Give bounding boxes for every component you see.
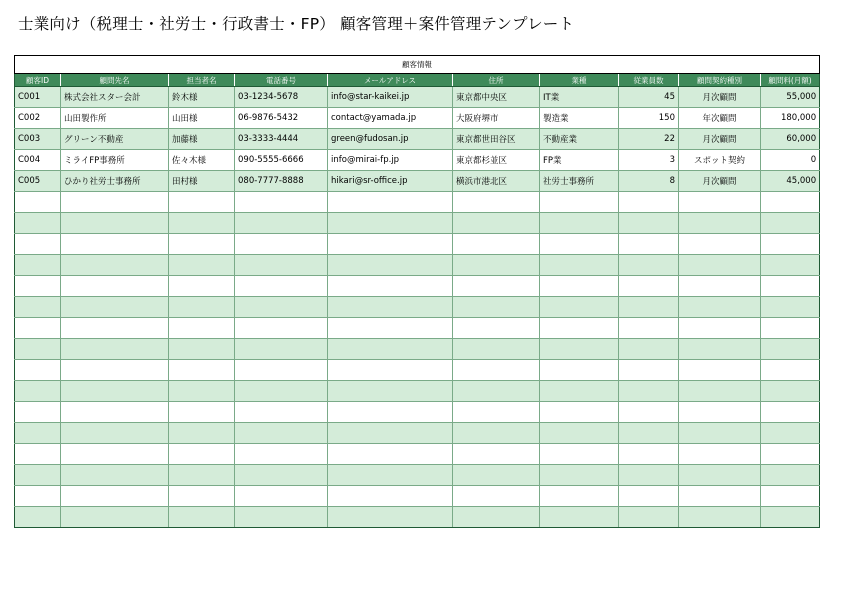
cell-employees[interactable] [619,381,679,402]
cell-contact-person[interactable]: 加藤様 [169,129,235,150]
cell-phone[interactable] [235,360,328,381]
cell-phone[interactable] [235,486,328,507]
cell-customer-id[interactable] [15,318,61,339]
cell-monthly-fee[interactable] [761,402,820,423]
cell-contact-person[interactable] [169,339,235,360]
cell-phone[interactable]: 090-5555-6666 [235,150,328,171]
cell-monthly-fee[interactable]: 0 [761,150,820,171]
cell-address[interactable] [453,276,540,297]
cell-contract-type[interactable]: 月次顧問 [679,171,761,192]
cell-phone[interactable] [235,402,328,423]
cell-email[interactable] [328,465,453,486]
cell-customer-id[interactable] [15,381,61,402]
cell-monthly-fee[interactable] [761,213,820,234]
cell-address[interactable] [453,339,540,360]
cell-industry[interactable] [540,255,619,276]
cell-client-name[interactable] [61,213,169,234]
cell-address[interactable]: 大阪府堺市 [453,108,540,129]
cell-industry[interactable] [540,444,619,465]
cell-email[interactable] [328,360,453,381]
cell-email[interactable]: contact@yamada.jp [328,108,453,129]
cell-contact-person[interactable]: 山田様 [169,108,235,129]
cell-contract-type[interactable] [679,402,761,423]
cell-client-name[interactable] [61,423,169,444]
cell-employees[interactable]: 8 [619,171,679,192]
cell-industry[interactable] [540,276,619,297]
cell-email[interactable] [328,381,453,402]
cell-phone[interactable] [235,234,328,255]
empty-table-row [15,297,820,318]
cell-client-name[interactable]: ひかり社労士事務所 [61,171,169,192]
cell-employees[interactable] [619,507,679,528]
cell-contact-person[interactable] [169,486,235,507]
cell-monthly-fee[interactable] [761,318,820,339]
cell-address[interactable] [453,192,540,213]
cell-customer-id[interactable] [15,486,61,507]
cell-address[interactable] [453,213,540,234]
empty-table-row [15,402,820,423]
cell-employees[interactable] [619,465,679,486]
cell-employees[interactable]: 22 [619,129,679,150]
cell-employees[interactable]: 45 [619,87,679,108]
cell-industry[interactable] [540,192,619,213]
empty-table-row [15,255,820,276]
cell-phone[interactable]: 03-3333-4444 [235,129,328,150]
cell-client-name[interactable]: 山田製作所 [61,108,169,129]
cell-employees[interactable] [619,318,679,339]
column-header-email[interactable]: メールアドレス [328,74,453,87]
cell-customer-id[interactable]: C002 [15,108,61,129]
empty-table-row [15,339,820,360]
cell-monthly-fee[interactable] [761,507,820,528]
cell-address[interactable] [453,444,540,465]
cell-address[interactable] [453,486,540,507]
cell-contract-type[interactable] [679,192,761,213]
section-row [15,56,820,74]
cell-contract-type[interactable] [679,213,761,234]
cell-address[interactable] [453,318,540,339]
cell-customer-id[interactable] [15,297,61,318]
cell-email[interactable] [328,339,453,360]
cell-industry[interactable] [540,360,619,381]
cell-contract-type[interactable] [679,297,761,318]
cell-client-name[interactable] [61,360,169,381]
cell-customer-id[interactable] [15,192,61,213]
cell-client-name[interactable]: グリーン不動産 [61,129,169,150]
cell-customer-id[interactable] [15,465,61,486]
cell-phone[interactable] [235,507,328,528]
empty-table-row [15,465,820,486]
cell-email[interactable] [328,402,453,423]
cell-employees[interactable] [619,276,679,297]
cell-employees[interactable] [619,360,679,381]
cell-employees[interactable] [619,297,679,318]
cell-employees[interactable]: 150 [619,108,679,129]
cell-employees[interactable] [619,486,679,507]
cell-address[interactable]: 東京都中央区 [453,87,540,108]
empty-table-row [15,381,820,402]
cell-monthly-fee[interactable]: 180,000 [761,108,820,129]
cell-industry[interactable]: 不動産業 [540,129,619,150]
cell-client-name[interactable] [61,318,169,339]
cell-email[interactable]: info@star-kaikei.jp [328,87,453,108]
empty-table-row [15,213,820,234]
cell-address[interactable] [453,381,540,402]
cell-contact-person[interactable] [169,213,235,234]
cell-email[interactable] [328,423,453,444]
cell-employees[interactable] [619,423,679,444]
cell-contract-type[interactable]: スポット契約 [679,150,761,171]
cell-customer-id[interactable] [15,276,61,297]
table-row [15,87,820,108]
empty-table-row [15,318,820,339]
section-title[interactable]: 顧客情報 [15,56,820,74]
cell-customer-id[interactable] [15,402,61,423]
cell-monthly-fee[interactable] [761,255,820,276]
cell-customer-id[interactable]: C003 [15,129,61,150]
cell-employees[interactable] [619,255,679,276]
cell-address[interactable] [453,423,540,444]
cell-customer-id[interactable] [15,423,61,444]
cell-phone[interactable] [235,423,328,444]
cell-employees[interactable] [619,192,679,213]
cell-phone[interactable] [235,276,328,297]
cell-contact-person[interactable] [169,402,235,423]
empty-table-row [15,276,820,297]
cell-phone[interactable] [235,192,328,213]
cell-employees[interactable] [619,444,679,465]
cell-monthly-fee[interactable] [761,234,820,255]
cell-contract-type[interactable] [679,360,761,381]
column-header-industry[interactable]: 業種 [540,74,619,87]
cell-contract-type[interactable]: 月次顧問 [679,87,761,108]
cell-industry[interactable]: 製造業 [540,108,619,129]
cell-contract-type[interactable] [679,444,761,465]
cell-contact-person[interactable] [169,360,235,381]
cell-contract-type[interactable] [679,423,761,444]
cell-industry[interactable]: IT業 [540,87,619,108]
cell-customer-id[interactable]: C005 [15,171,61,192]
page-title: 士業向け（税理士・社労士・行政書士・FP） 顧客管理＋案件管理テンプレート [18,15,575,33]
cell-address[interactable] [453,234,540,255]
cell-email[interactable] [328,213,453,234]
cell-client-name[interactable] [61,297,169,318]
cell-contact-person[interactable] [169,276,235,297]
empty-table-row [15,444,820,465]
cell-client-name[interactable]: 株式会社スター会計 [61,87,169,108]
cell-industry[interactable] [540,234,619,255]
cell-phone[interactable] [235,318,328,339]
cell-phone[interactable] [235,297,328,318]
column-header-phone[interactable]: 電話番号 [235,74,328,87]
cell-contract-type[interactable] [679,381,761,402]
cell-contract-type[interactable] [679,318,761,339]
cell-client-name[interactable] [61,402,169,423]
cell-phone[interactable] [235,381,328,402]
cell-contract-type[interactable] [679,255,761,276]
cell-client-name[interactable] [61,507,169,528]
cell-contact-person[interactable] [169,234,235,255]
cell-industry[interactable] [540,339,619,360]
cell-contract-type[interactable]: 月次顧問 [679,129,761,150]
table-row [15,150,820,171]
empty-table-row [15,507,820,528]
column-header-employees[interactable]: 従業員数 [619,74,679,87]
cell-contact-person[interactable] [169,423,235,444]
cell-monthly-fee[interactable] [761,381,820,402]
cell-industry[interactable] [540,297,619,318]
cell-email[interactable] [328,192,453,213]
column-header-monthly-fee[interactable]: 顧問料(月額) [761,74,820,87]
cell-phone[interactable] [235,255,328,276]
cell-contact-person[interactable] [169,318,235,339]
cell-employees[interactable] [619,213,679,234]
cell-customer-id[interactable]: C001 [15,87,61,108]
cell-industry[interactable] [540,423,619,444]
cell-email[interactable] [328,486,453,507]
cell-email[interactable] [328,507,453,528]
cell-contact-person[interactable] [169,255,235,276]
table-row [15,108,820,129]
empty-table-row [15,486,820,507]
cell-address[interactable]: 東京都世田谷区 [453,129,540,150]
cell-contract-type[interactable] [679,465,761,486]
cell-contact-person[interactable] [169,192,235,213]
cell-client-name[interactable] [61,486,169,507]
customer-table [14,55,820,528]
cell-contact-person[interactable] [169,297,235,318]
cell-customer-id[interactable] [15,255,61,276]
cell-client-name[interactable] [61,234,169,255]
cell-address[interactable] [453,297,540,318]
cell-client-name[interactable] [61,276,169,297]
cell-email[interactable] [328,297,453,318]
cell-address[interactable]: 横浜市港北区 [453,171,540,192]
header-row [15,74,820,87]
cell-phone[interactable]: 06-9876-5432 [235,108,328,129]
cell-industry[interactable] [540,381,619,402]
cell-client-name[interactable]: ミライFP事務所 [61,150,169,171]
cell-customer-id[interactable] [15,339,61,360]
cell-monthly-fee[interactable] [761,423,820,444]
cell-address[interactable] [453,360,540,381]
cell-industry[interactable]: 社労士事務所 [540,171,619,192]
cell-monthly-fee[interactable]: 60,000 [761,129,820,150]
cell-client-name[interactable] [61,255,169,276]
cell-monthly-fee[interactable]: 45,000 [761,171,820,192]
cell-monthly-fee[interactable] [761,339,820,360]
cell-client-name[interactable] [61,465,169,486]
cell-contact-person[interactable] [169,444,235,465]
cell-phone[interactable] [235,213,328,234]
cell-contract-type[interactable] [679,339,761,360]
cell-address[interactable] [453,255,540,276]
cell-email[interactable]: green@fudosan.jp [328,129,453,150]
cell-customer-id[interactable] [15,213,61,234]
cell-industry[interactable] [540,213,619,234]
cell-monthly-fee[interactable] [761,360,820,381]
cell-email[interactable]: info@mirai-fp.jp [328,150,453,171]
cell-industry[interactable]: FP業 [540,150,619,171]
cell-contact-person[interactable] [169,381,235,402]
cell-client-name[interactable] [61,444,169,465]
cell-monthly-fee[interactable] [761,465,820,486]
table-row [15,129,820,150]
cell-contract-type[interactable] [679,507,761,528]
cell-phone[interactable] [235,444,328,465]
cell-contract-type[interactable]: 年次顧問 [679,108,761,129]
cell-email[interactable]: hikari@sr-office.jp [328,171,453,192]
cell-contract-type[interactable] [679,276,761,297]
column-header-client-name[interactable]: 顧問先名 [61,74,169,87]
cell-monthly-fee[interactable]: 55,000 [761,87,820,108]
cell-monthly-fee[interactable] [761,192,820,213]
empty-table-row [15,360,820,381]
cell-contact-person[interactable]: 田村様 [169,171,235,192]
column-header-address[interactable]: 住所 [453,74,540,87]
cell-contact-person[interactable]: 佐々木様 [169,150,235,171]
cell-monthly-fee[interactable] [761,297,820,318]
column-header-contract-type[interactable]: 顧問契約種別 [679,74,761,87]
cell-employees[interactable]: 3 [619,150,679,171]
cell-address[interactable] [453,465,540,486]
cell-client-name[interactable] [61,381,169,402]
cell-contract-type[interactable] [679,234,761,255]
cell-phone[interactable] [235,465,328,486]
cell-email[interactable] [328,234,453,255]
cell-email[interactable] [328,444,453,465]
cell-customer-id[interactable] [15,507,61,528]
cell-contract-type[interactable] [679,486,761,507]
cell-customer-id[interactable] [15,360,61,381]
cell-address[interactable] [453,507,540,528]
cell-industry[interactable] [540,402,619,423]
cell-employees[interactable] [619,339,679,360]
cell-customer-id[interactable] [15,234,61,255]
cell-monthly-fee[interactable] [761,444,820,465]
cell-client-name[interactable] [61,339,169,360]
cell-industry[interactable] [540,486,619,507]
cell-phone[interactable]: 080-7777-8888 [235,171,328,192]
cell-contact-person[interactable] [169,465,235,486]
cell-contact-person[interactable] [169,507,235,528]
cell-phone[interactable]: 03-1234-5678 [235,87,328,108]
cell-industry[interactable] [540,465,619,486]
cell-employees[interactable] [619,234,679,255]
cell-industry[interactable] [540,507,619,528]
empty-table-row [15,234,820,255]
cell-employees[interactable] [619,402,679,423]
column-header-contact-person[interactable]: 担当者名 [169,74,235,87]
cell-monthly-fee[interactable] [761,276,820,297]
cell-phone[interactable] [235,339,328,360]
cell-customer-id[interactable]: C004 [15,150,61,171]
cell-address[interactable]: 東京都杉並区 [453,150,540,171]
cell-contact-person[interactable]: 鈴木様 [169,87,235,108]
cell-monthly-fee[interactable] [761,486,820,507]
table-row [15,171,820,192]
empty-table-row [15,192,820,213]
cell-email[interactable] [328,276,453,297]
cell-customer-id[interactable] [15,444,61,465]
cell-industry[interactable] [540,318,619,339]
cell-email[interactable] [328,318,453,339]
empty-table-row [15,423,820,444]
column-header-customer-id[interactable]: 顧客ID [15,74,61,87]
cell-email[interactable] [328,255,453,276]
cell-address[interactable] [453,402,540,423]
cell-client-name[interactable] [61,192,169,213]
